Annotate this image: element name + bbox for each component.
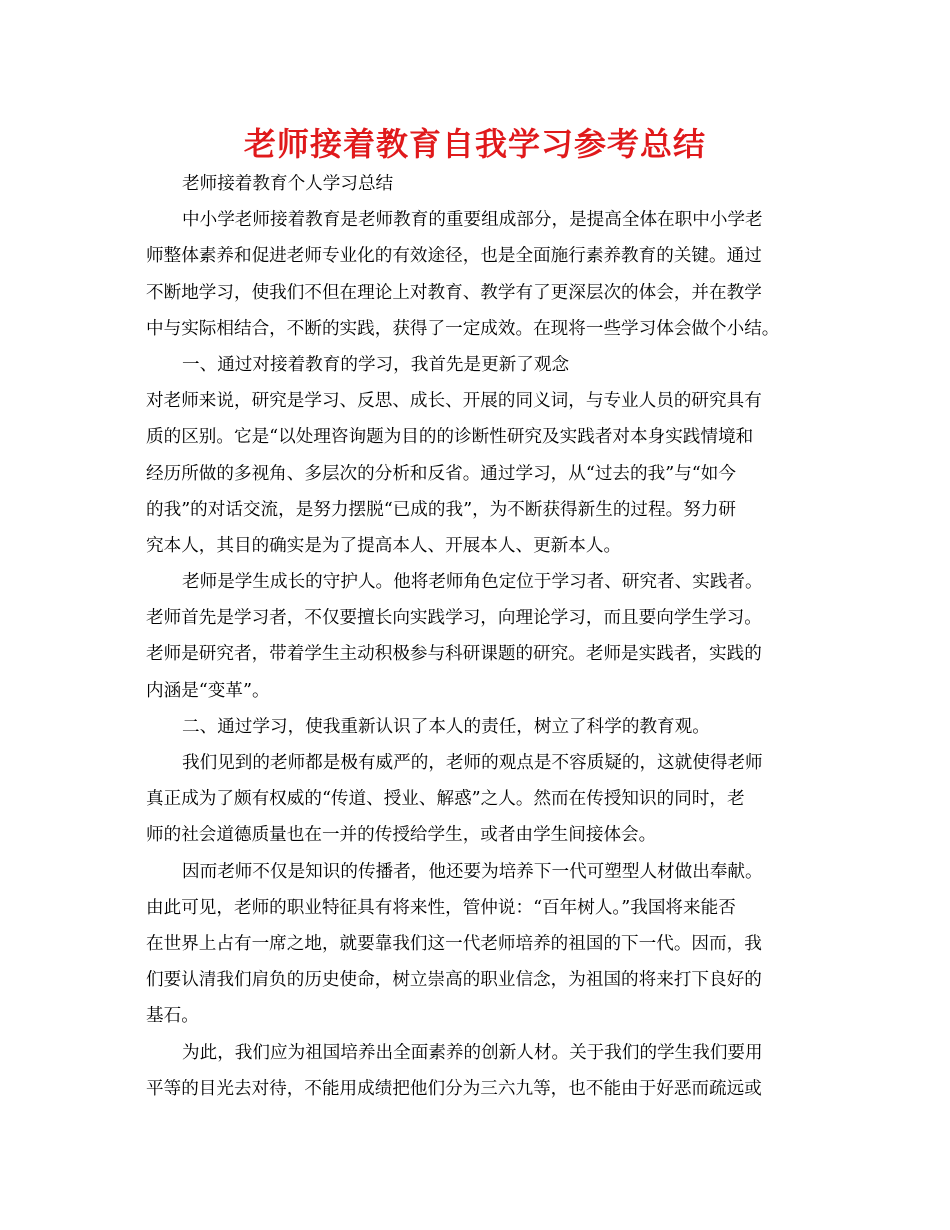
text-line: 究本人，其目的确实是为了提高本人、开展本人、更新本人。 xyxy=(146,535,622,556)
text-line: 一、通过对接着教育的学习，我首先是更新了观念 xyxy=(182,354,570,375)
document-title: 老师接着教育自我学习参考总结 xyxy=(243,125,706,163)
text-line: 师的社会道德质量也在一并的传授给学生，或者由学生间接体会。 xyxy=(146,825,657,846)
text-line: 因而老师不仅是知识的传播者，他还要为培养下一代可塑型人材做出奉献。 xyxy=(182,861,763,882)
text-line: 经历所做的多视角、多层次的分析和反省。通过学习，从“过去的我”与“如今 xyxy=(146,463,736,484)
text-line: 由此可见，老师的职业特征具有将来性，管仲说：“百年树人。”我国将来能否 xyxy=(146,897,736,918)
text-line: 内涵是“变革”。 xyxy=(146,680,270,701)
text-line: 为此，我们应为祖国培养出全面素养的创新人材。关于我们的学生我们要用 xyxy=(182,1042,763,1063)
text-line: 老师是研究者，带着学生主动积极参与科研课题的研究。老师是实践者，实践的 xyxy=(146,644,762,665)
text-line: 不断地学习，使我们不但在理论上对教育、教学有了更深层次的体会，并在教学 xyxy=(146,282,762,303)
document-body xyxy=(146,166,806,1107)
text-line: 老师首先是学习者，不仅要擅长向实践学习，向理论学习，而且要向学生学习。 xyxy=(146,608,762,629)
text-line: 对老师来说，研究是学习、反思、成长、开展的同义词，与专业人员的研究具有 xyxy=(146,391,762,412)
text-line: 的我”的对话交流，是努力摆脱“已成的我”，为不断获得新生的过程。努力研 xyxy=(146,499,736,520)
text-line: 质的区别。它是“以处理咨询题为目的的诊断性研究及实践者对本身实践情境和 xyxy=(146,427,754,448)
text-line: 中与实际相结合，不断的实践，获得了一定成效。在现将一些学习体会做个小结。 xyxy=(146,318,780,339)
text-line: 老师是学生成长的守护人。他将老师角色定位于学习者、研究者、实践者。 xyxy=(182,572,763,593)
text-line: 中小学老师接着教育是老师教育的重要组成部分，是提高全体在职中小学老 xyxy=(182,210,763,231)
text-line: 们要认清我们肩负的历史使命，树立崇高的职业信念，为祖国的将来打下良好的 xyxy=(146,970,762,991)
text-line: 在世界上占有一席之地，就要靠我们这一代老师培养的祖国的下一代。因而，我 xyxy=(146,933,762,954)
text-line: 师整体素养和促进老师专业化的有效途径，也是全面施行素养教育的关键。通过 xyxy=(146,246,762,267)
text-line: 二、通过学习，使我重新认识了本人的责任，树立了科学的教育观。 xyxy=(182,716,710,737)
text-line: 基石。 xyxy=(146,1006,199,1027)
text-line: 老师接着教育个人学习总结 xyxy=(182,174,394,194)
text-line: 真正成为了颇有权威的“传道、授业、解惑”之人。然而在传授知识的同时，老 xyxy=(146,789,745,810)
text-line: 我们见到的老师都是极有威严的，老师的观点是不容质疑的，这就使得老师 xyxy=(182,753,763,773)
text-line: 平等的目光去对待，不能用成绩把他们分为三六九等，也不能由于好恶而疏远或 xyxy=(146,1078,762,1099)
